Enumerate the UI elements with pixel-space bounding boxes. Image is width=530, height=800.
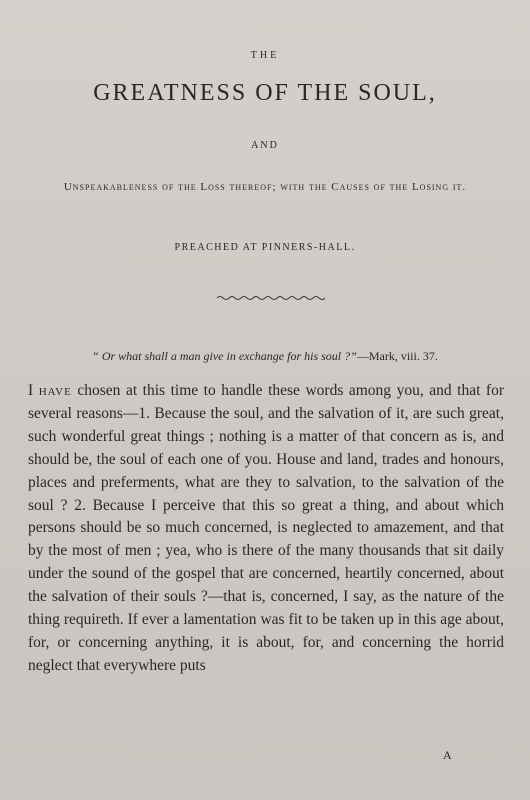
first-word-initial: I (28, 382, 34, 399)
body-text: chosen at this time to handle these words among you, and that for several reasons—1. Because the soul, and the salvation of it, are such great, such wonderful great things ; nothing is a matter of that concern as is, and should be, the soul of each one of you. House and land, trades and honours, places and preferments, what are they to salvation, to the salvation of the soul ? 2. Because I perceive that this so great a thing, and about which persons should be so much concerned, is neglected to amazement, and that by the most of men ; yea, who is there of the many thousands that sit daily under the sound of the gospel that are concerned, heartily concerned, about the salvation of their souls ?—that is, concerned, I say, as the nature of the thing requireth. If ever a lamentation was fit to be taken up in this age about, for, or concerning anything, it is about, for, and concerning the horrid neglect that everywhere puts (28, 382, 504, 674)
signature-mark: A (443, 748, 453, 762)
body-paragraph (28, 380, 504, 678)
epigraph-reference: —Mark, viii. 37. (356, 349, 438, 363)
epigraph (30, 349, 500, 364)
wavy-rule-ornament-icon (215, 292, 325, 304)
page-title: GREATNESS OF THE SOUL, (93, 80, 437, 106)
subtitle: Unspeakableness of the Loss thereof; with the Causes of the Losing it. (63, 181, 467, 193)
title-prefix: THE (250, 50, 280, 61)
first-word: have (38, 382, 72, 399)
preached-at-line: PREACHED AT PINNERS-HALL. (174, 242, 356, 253)
title-conjunction: AND (251, 140, 279, 151)
epigraph-quote: “ Or what shall a man give in exchange for his soul ?” (92, 349, 357, 363)
